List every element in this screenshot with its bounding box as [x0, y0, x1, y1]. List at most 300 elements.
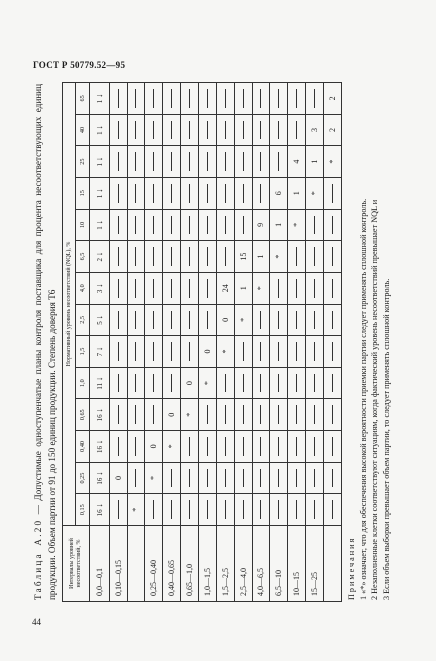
plan-cell: [288, 336, 306, 368]
plan-cell: [181, 431, 199, 463]
sample-size: 16: [96, 414, 105, 422]
empty-dash: [189, 247, 190, 266]
acceptance-number: 1: [238, 286, 248, 291]
plan-cell: [306, 177, 324, 209]
plan-cell: [252, 272, 270, 304]
acceptance-number: 0: [149, 444, 159, 449]
sample-size: 16: [96, 509, 105, 517]
plan-cell: [109, 399, 127, 431]
plan-cell: [288, 494, 306, 526]
empty-dash: [153, 89, 154, 108]
down-arrow-icon: ↓: [94, 251, 105, 257]
plan-cell: [252, 367, 270, 399]
plan-cell: [323, 462, 341, 494]
table-row: [109, 83, 127, 602]
plan-cell: [163, 494, 181, 526]
plan-cell: [234, 241, 252, 273]
empty-dash: [332, 184, 333, 203]
empty-dash: [260, 184, 261, 203]
plan-cell: [127, 399, 145, 431]
asterisk-mark: *: [202, 381, 212, 386]
plan-cell: [288, 272, 306, 304]
plan-cell: [288, 462, 306, 494]
empty-dash: [225, 500, 226, 519]
empty-dash: [296, 500, 297, 519]
empty-dash: [332, 279, 333, 298]
empty-dash: [171, 152, 172, 171]
empty-dash: [135, 247, 136, 266]
plan-cell: [163, 83, 181, 115]
plan-cell: [306, 494, 324, 526]
column-header: 1,0: [76, 367, 90, 399]
empty-dash: [243, 437, 244, 456]
plan-cell: [90, 146, 110, 178]
empty-dash: [118, 374, 119, 393]
empty-dash: [135, 216, 136, 235]
plan-cell: [306, 241, 324, 273]
sample-size: 16: [96, 477, 105, 485]
empty-dash: [332, 437, 333, 456]
empty-dash: [332, 405, 333, 424]
plan-cell: [90, 494, 110, 526]
down-arrow-icon: ↓: [94, 188, 105, 193]
empty-dash: [296, 374, 297, 393]
plan-cell: [270, 336, 288, 368]
empty-dash: [207, 184, 208, 203]
plan-cell: [288, 304, 306, 336]
plan-cell: [198, 209, 216, 241]
plan-cell: [288, 146, 306, 178]
empty-dash: [243, 152, 244, 171]
plan-cell: [252, 146, 270, 178]
notes: [346, 84, 392, 600]
plan-cell: [145, 431, 163, 463]
empty-dash: [153, 184, 154, 203]
empty-dash: [153, 121, 154, 140]
column-header: 40: [76, 114, 90, 146]
empty-dash: [314, 216, 315, 235]
down-arrow-icon: ↓: [94, 503, 105, 508]
plan-cell: [306, 462, 324, 494]
empty-dash: [296, 405, 297, 424]
empty-dash: [171, 279, 172, 298]
plan-cell: [109, 494, 127, 526]
table-row: [216, 83, 234, 602]
empty-dash: [314, 374, 315, 393]
table-row: [252, 83, 270, 602]
plan-cell: [270, 494, 288, 526]
empty-dash: [314, 469, 315, 488]
empty-dash: [118, 216, 119, 235]
empty-dash: [314, 89, 315, 108]
empty-dash: [225, 89, 226, 108]
acceptance-number: 2: [327, 96, 337, 101]
empty-dash: [243, 405, 244, 424]
plan-cell: [109, 336, 127, 368]
empty-dash: [207, 216, 208, 235]
plan-cell: [252, 399, 270, 431]
plan-cell: [145, 272, 163, 304]
plan-cell: [198, 146, 216, 178]
plan-cell: [145, 241, 163, 273]
empty-dash: [296, 121, 297, 140]
plan-cell: [109, 83, 127, 115]
plan-cell: [145, 304, 163, 336]
row-label: 0,10—0,15: [109, 526, 127, 602]
row-label: [127, 526, 145, 602]
plan-cell: [323, 146, 341, 178]
plan-cell: [109, 431, 127, 463]
plan-cell: [90, 209, 110, 241]
plan-cell: [216, 177, 234, 209]
empty-dash: [171, 184, 172, 203]
empty-dash: [278, 500, 279, 519]
empty-dash: [296, 311, 297, 330]
empty-dash: [118, 437, 119, 456]
plan-cell: [270, 146, 288, 178]
acceptance-number: 3: [310, 128, 320, 132]
plan-cell: [288, 367, 306, 399]
empty-dash: [135, 405, 136, 424]
empty-dash: [260, 121, 261, 140]
empty-dash: [243, 374, 244, 393]
empty-dash: [225, 247, 226, 266]
sample-size: 7: [96, 352, 105, 357]
plan-cell: [145, 83, 163, 115]
empty-dash: [260, 152, 261, 171]
empty-dash: [243, 342, 244, 361]
plan-cell: [323, 431, 341, 463]
table-row: [163, 83, 181, 602]
plan-cell: [234, 146, 252, 178]
plan-cell: [323, 367, 341, 399]
plan-cell: [288, 399, 306, 431]
plan-cell: [198, 399, 216, 431]
plan-cell: [145, 209, 163, 241]
empty-dash: [135, 469, 136, 488]
empty-dash: [314, 437, 315, 456]
plan-cell: [181, 272, 199, 304]
asterisk-mark: *: [167, 444, 177, 449]
column-header: 2,5: [76, 304, 90, 336]
down-arrow-icon: ↓: [94, 125, 105, 130]
empty-dash: [278, 121, 279, 140]
empty-dash: [260, 500, 261, 519]
plan-cell: [252, 304, 270, 336]
row-label: 0,0—0,1: [90, 526, 110, 602]
table-row: [288, 83, 306, 602]
plan-cell: [90, 304, 110, 336]
table-body: [90, 83, 342, 602]
empty-dash: [118, 311, 119, 330]
table-row: [90, 83, 110, 602]
empty-dash: [153, 152, 154, 171]
asterisk-mark: *: [327, 159, 337, 164]
empty-dash: [278, 311, 279, 330]
plan-cell: [127, 462, 145, 494]
plan-cell: [181, 146, 199, 178]
empty-dash: [332, 469, 333, 488]
acceptance-number: 1: [310, 159, 320, 164]
plan-cell: [198, 241, 216, 273]
empty-dash: [260, 405, 261, 424]
plan-cell: [163, 114, 181, 146]
empty-dash: [225, 405, 226, 424]
empty-dash: [135, 311, 136, 330]
empty-dash: [278, 437, 279, 456]
empty-dash: [225, 121, 226, 140]
empty-dash: [207, 152, 208, 171]
plan-cell: [323, 494, 341, 526]
plan-cell: [163, 177, 181, 209]
column-header: 0,25: [76, 462, 90, 494]
empty-dash: [278, 89, 279, 108]
plan-cell: [252, 209, 270, 241]
plan-cell: [288, 114, 306, 146]
empty-dash: [189, 437, 190, 456]
empty-dash: [278, 152, 279, 171]
column-header: 1,5: [76, 336, 90, 368]
caption-text: — Допустимые одноступенчатые планы контроля поставщика для процента несоответствующих единиц продукции. Объем партии от 91 до 150 единиц продукции. Степень доверия Т6: [33, 84, 57, 600]
row-label: 1,0—1,5: [198, 526, 216, 602]
empty-dash: [278, 469, 279, 488]
down-arrow-icon: ↓: [94, 93, 105, 98]
empty-dash: [135, 152, 136, 171]
empty-dash: [207, 311, 208, 330]
sample-size: 1: [96, 226, 105, 230]
plan-cell: [252, 177, 270, 209]
empty-dash: [189, 342, 190, 361]
sample-size: 11: [96, 382, 105, 390]
plan-cell: [306, 272, 324, 304]
plan-cell: [145, 462, 163, 494]
note-2: 2 Незаполненные клетки соответствуют ситуациям, когда фактический уровень несоответствий превышает NQL и: [370, 199, 379, 600]
empty-dash: [171, 500, 172, 519]
sample-size: 2: [96, 257, 105, 262]
plan-cell: [145, 494, 163, 526]
acceptance-number: 2: [327, 128, 337, 132]
empty-dash: [118, 121, 119, 140]
plan-cell: [270, 399, 288, 431]
acceptance-number: 0: [202, 349, 212, 354]
page-number: 44: [32, 617, 41, 627]
empty-dash: [189, 216, 190, 235]
plan-cell: [252, 494, 270, 526]
empty-dash: [332, 247, 333, 266]
empty-dash: [243, 89, 244, 108]
empty-dash: [171, 247, 172, 266]
plan-cell: [306, 146, 324, 178]
plan-cell: [234, 494, 252, 526]
plan-cell: [90, 83, 110, 115]
plan-cell: [288, 177, 306, 209]
acceptance-number: 1: [256, 254, 266, 259]
plan-cell: [323, 114, 341, 146]
plan-cell: [127, 494, 145, 526]
plan-cell: [252, 431, 270, 463]
note-3: 3 Если объем выборки превышает объем партии, то следует применять сплошной контроль.: [381, 278, 391, 600]
sample-size: 3: [96, 289, 105, 294]
plan-cell: [109, 367, 127, 399]
empty-dash: [189, 279, 190, 298]
empty-dash: [332, 374, 333, 393]
empty-dash: [243, 216, 244, 235]
acceptance-number: 0: [185, 381, 195, 386]
empty-dash: [171, 121, 172, 140]
empty-dash: [135, 279, 136, 298]
plan-cell: [216, 494, 234, 526]
empty-dash: [135, 374, 136, 393]
empty-dash: [189, 89, 190, 108]
down-arrow-icon: ↓: [94, 439, 105, 445]
empty-dash: [225, 152, 226, 171]
empty-dash: [171, 469, 172, 488]
empty-dash: [332, 342, 333, 361]
empty-dash: [118, 152, 119, 171]
sample-size: 1: [96, 131, 105, 135]
empty-dash: [153, 247, 154, 266]
row-label: 1,5—2,5: [216, 526, 234, 602]
plan-cell: [234, 114, 252, 146]
column-header: 4,0: [76, 272, 90, 304]
sample-size: 16: [96, 446, 105, 454]
acceptance-number: 24: [220, 284, 230, 293]
column-header-row: [76, 83, 90, 602]
plan-cell: [145, 114, 163, 146]
table-row: [145, 83, 163, 602]
sample-size: 1: [96, 194, 105, 199]
empty-dash: [260, 374, 261, 393]
empty-dash: [260, 311, 261, 330]
empty-dash: [189, 184, 190, 203]
empty-dash: [189, 500, 190, 519]
plan-cell: [323, 177, 341, 209]
plan-cell: [234, 367, 252, 399]
empty-dash: [314, 279, 315, 298]
empty-dash: [207, 279, 208, 298]
empty-dash: [171, 342, 172, 361]
asterisk-mark: *: [131, 507, 141, 512]
column-header: 15: [76, 177, 90, 209]
plan-cell: [145, 177, 163, 209]
plan-cell: [90, 336, 110, 368]
plan-cell: [270, 304, 288, 336]
empty-dash: [118, 342, 119, 361]
plan-cell: [270, 431, 288, 463]
empty-dash: [118, 405, 119, 424]
empty-dash: [278, 342, 279, 361]
asterisk-mark: *: [220, 349, 230, 354]
notes-title: Примечания: [347, 536, 356, 600]
caption-label: Таблица А.20: [33, 518, 43, 600]
empty-dash: [171, 216, 172, 235]
plan-cell: [198, 114, 216, 146]
plan-cell: [127, 146, 145, 178]
empty-dash: [225, 374, 226, 393]
plan-cell: [306, 304, 324, 336]
plan-cell: [90, 114, 110, 146]
plan-cell: [163, 272, 181, 304]
plan-cell: [198, 272, 216, 304]
plan-cell: [270, 177, 288, 209]
plan-cell: [288, 209, 306, 241]
plan-cell: [323, 241, 341, 273]
plan-cell: [270, 367, 288, 399]
plan-cell: [306, 336, 324, 368]
plan-cell: [109, 114, 127, 146]
table-row: [323, 83, 341, 602]
acceptance-number: 6: [274, 191, 284, 196]
column-header: 10: [76, 209, 90, 241]
plan-cell: [216, 114, 234, 146]
plan-cell: [127, 241, 145, 273]
plan-cell: [145, 146, 163, 178]
row-label: 6,5—10: [270, 526, 288, 602]
down-arrow-icon: ↓: [94, 283, 105, 288]
plan-cell: [163, 462, 181, 494]
empty-dash: [296, 469, 297, 488]
empty-dash: [207, 437, 208, 456]
plan-cell: [181, 367, 199, 399]
empty-dash: [243, 469, 244, 488]
down-arrow-icon: ↓: [94, 471, 105, 476]
sample-size: 1: [96, 163, 105, 167]
plan-cell: [234, 83, 252, 115]
asterisk-mark: *: [310, 191, 320, 196]
empty-dash: [189, 311, 190, 330]
plan-cell: [288, 83, 306, 115]
empty-dash: [118, 89, 119, 108]
empty-dash: [135, 184, 136, 203]
plan-cell: [216, 146, 234, 178]
plan-cell: [306, 399, 324, 431]
plan-cell: [163, 146, 181, 178]
plan-cell: [198, 83, 216, 115]
plan-cell: [323, 272, 341, 304]
empty-dash: [207, 500, 208, 519]
plan-cell: [216, 83, 234, 115]
asterisk-mark: *: [149, 476, 159, 481]
empty-dash: [314, 311, 315, 330]
plan-cell: [270, 272, 288, 304]
empty-dash: [153, 374, 154, 393]
plan-cell: [90, 241, 110, 273]
plan-cell: [198, 462, 216, 494]
asterisk-mark: *: [292, 222, 302, 227]
empty-dash: [314, 247, 315, 266]
plan-cell: [270, 114, 288, 146]
empty-dash: [118, 279, 119, 298]
column-header: 0,40: [76, 431, 90, 463]
row-header: Интервалы уровней несоответствий, %: [63, 526, 90, 602]
row-label: 0,25—0,40: [145, 526, 163, 602]
plan-cell: [234, 272, 252, 304]
plan-cell: [198, 494, 216, 526]
empty-dash: [225, 437, 226, 456]
plan-cell: [216, 367, 234, 399]
column-header: 65: [76, 83, 90, 115]
plan-cell: [198, 177, 216, 209]
empty-dash: [332, 500, 333, 519]
plan-cell: [216, 241, 234, 273]
plan-cell: [323, 83, 341, 115]
empty-dash: [225, 184, 226, 203]
plan-cell: [323, 399, 341, 431]
plan-cell: [90, 431, 110, 463]
plan-cell: [270, 209, 288, 241]
row-label: 4,0—6,5: [252, 526, 270, 602]
empty-dash: [207, 405, 208, 424]
